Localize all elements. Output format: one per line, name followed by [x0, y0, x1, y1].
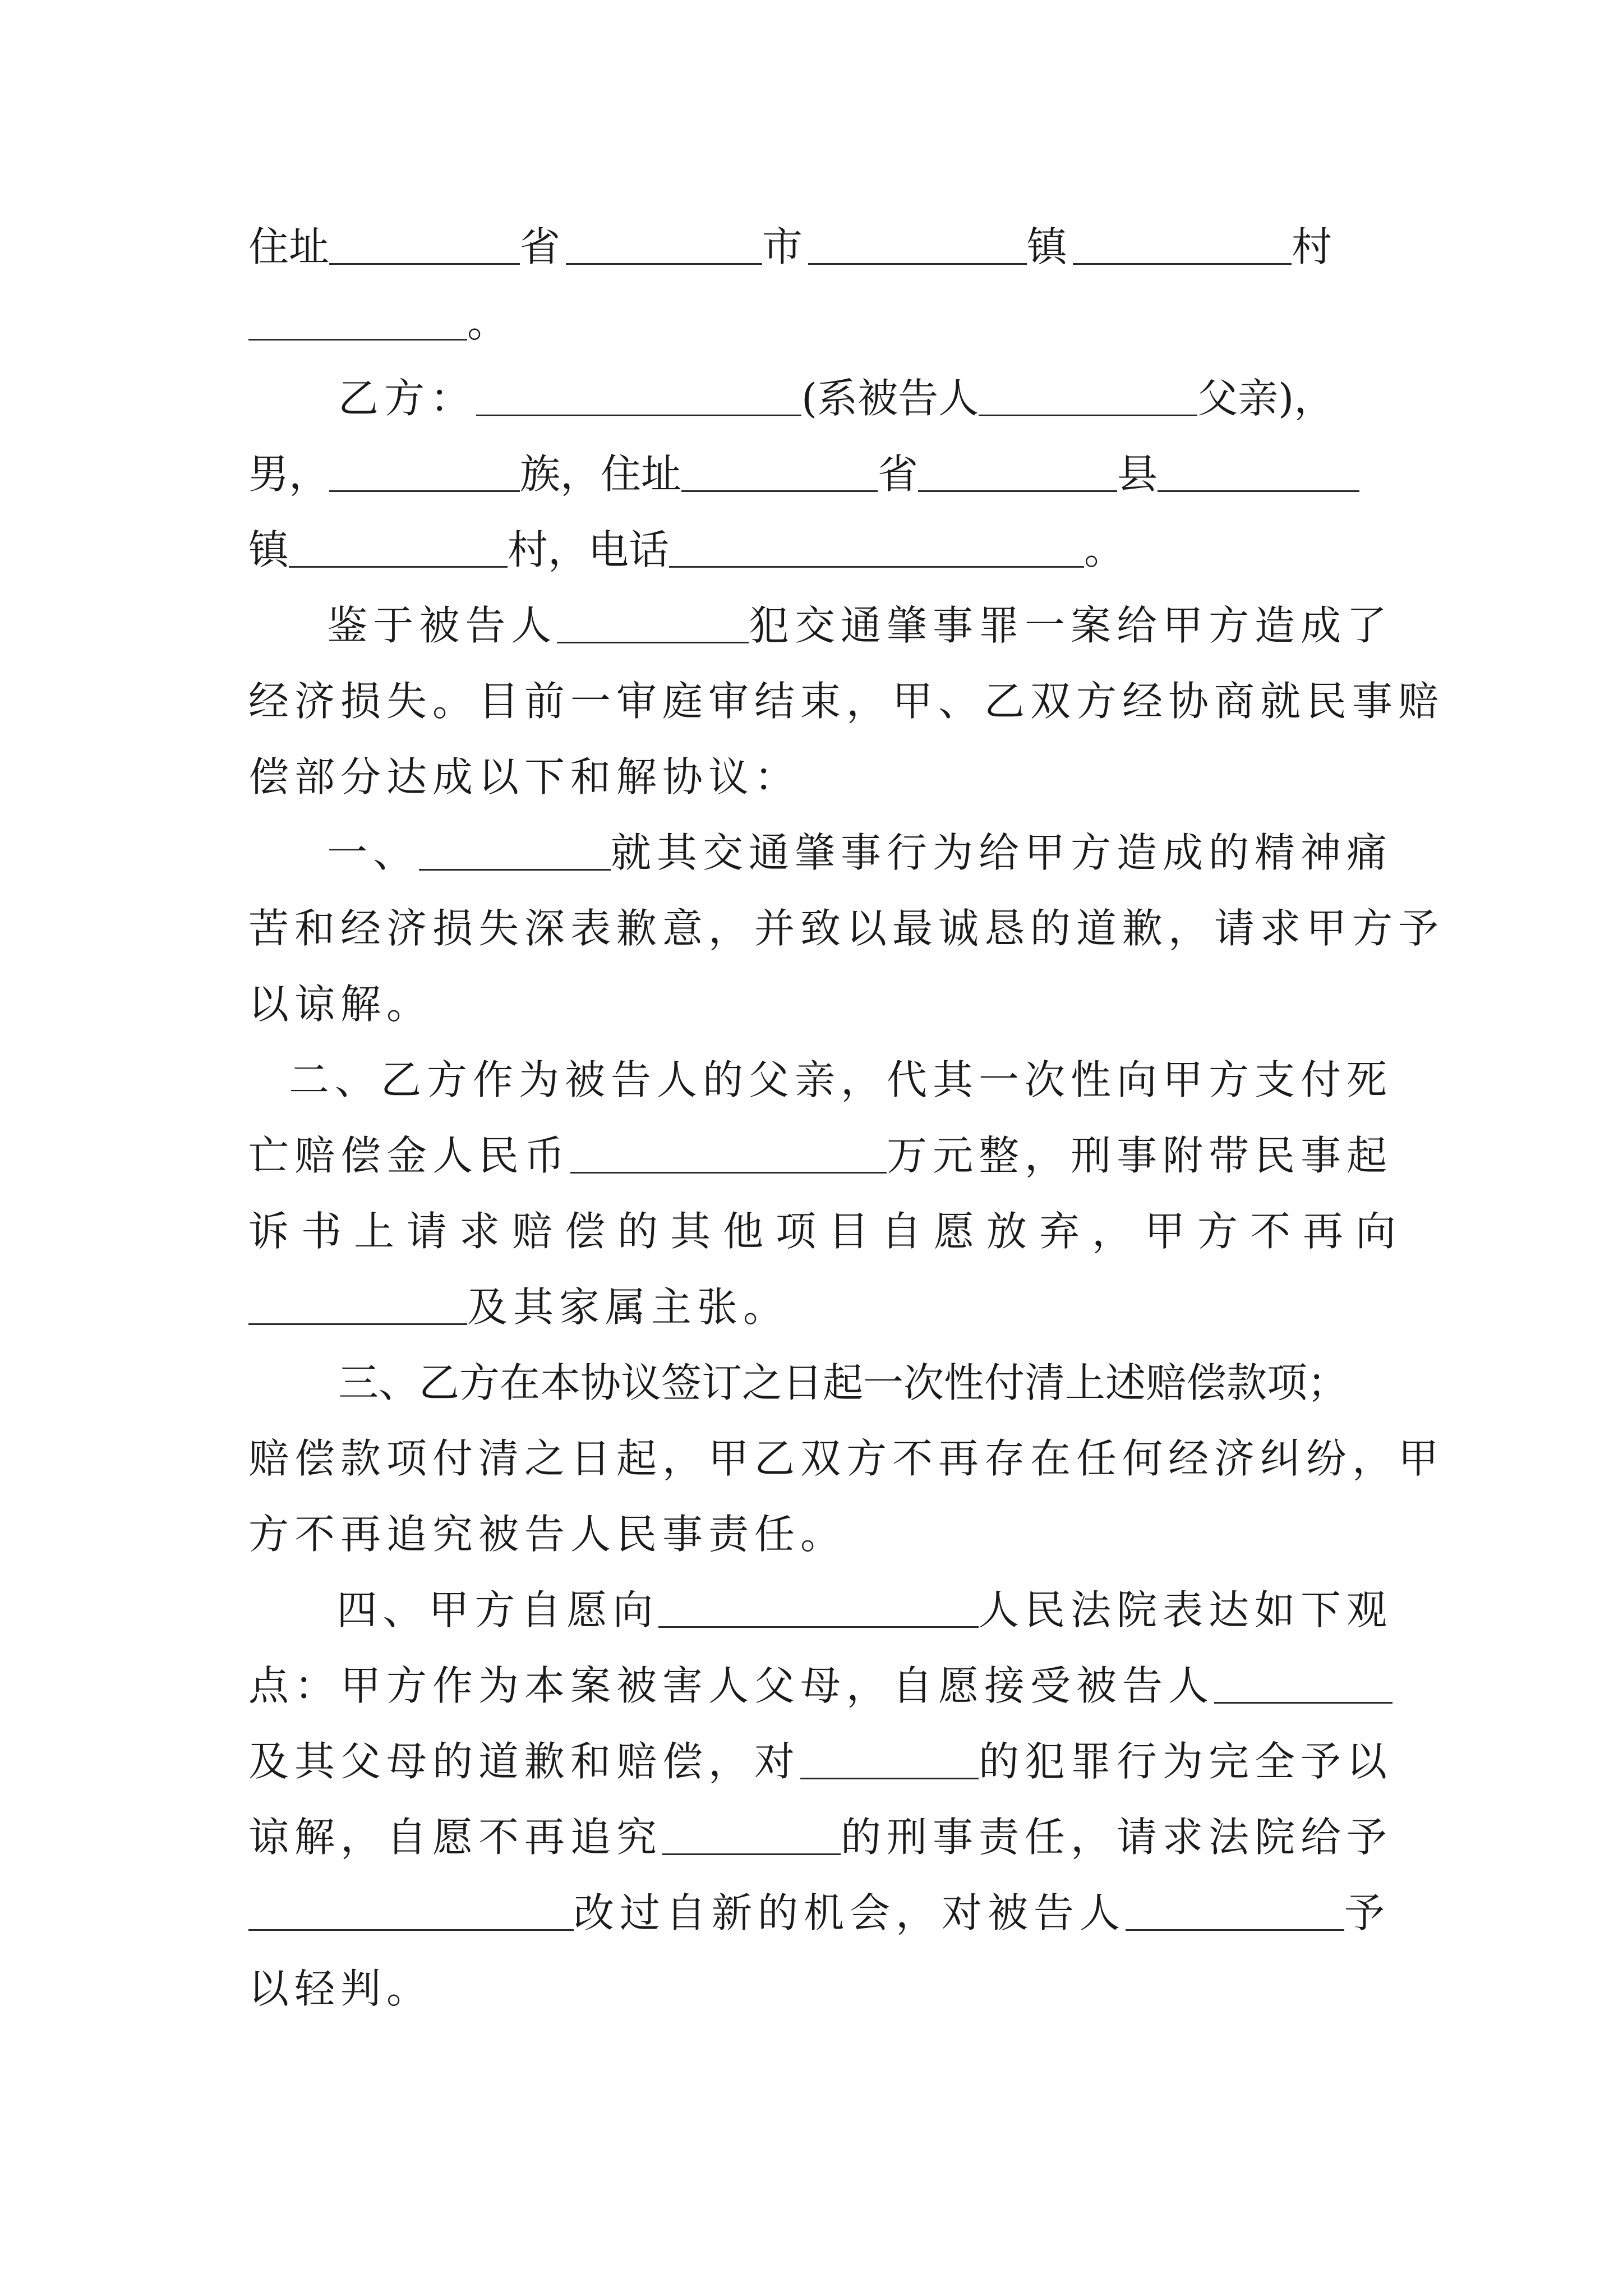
text-line: [248, 898, 1445, 959]
text-segment: 住址: [248, 223, 330, 270]
text-segment: 省: [520, 223, 561, 270]
text-line: [248, 1958, 1393, 2019]
text-segment: 的犯罪行为完全予以: [978, 1738, 1393, 1785]
text-segment: (系被告人: [801, 375, 979, 422]
text-segment: 赔偿款项付清之日起，甲乙双方不再存在任何经济纠纷，甲: [248, 1435, 1445, 1482]
text-line: [248, 1428, 1445, 1489]
blank-field: [329, 263, 520, 265]
text-line: [248, 292, 1393, 353]
text-line: [248, 1882, 1393, 1944]
text-segment: 二、乙方作为被告人的父亲，代其一次性向甲方支付死: [288, 1056, 1393, 1103]
blank-field: [557, 642, 749, 643]
text-segment: 及其父母的道歉和赔偿，对: [248, 1738, 801, 1785]
blank-field: [248, 339, 467, 341]
text-line: [248, 367, 1393, 429]
text-segment: 镇: [248, 526, 289, 573]
blank-field: [681, 490, 878, 492]
blank-field: [419, 869, 611, 871]
text-segment: 苦和经济损失深表歉意，并致以最诚恳的道歉，请求甲方予: [248, 905, 1445, 952]
text-segment: 点：甲方作为本案被害人父母，自愿接受被告人: [248, 1662, 1215, 1709]
text-segment: 。: [467, 299, 508, 346]
text-line: [248, 1352, 1393, 1414]
text-line: [248, 1049, 1393, 1111]
text-line: [248, 1503, 1393, 1565]
blank-field: [808, 263, 1027, 265]
text-segment: 四、甲方自愿向: [336, 1586, 659, 1634]
blank-field: [476, 415, 801, 416]
text-segment: 及其家属主张。: [467, 1283, 790, 1331]
text-segment: 乙方：: [338, 375, 477, 422]
blank-field: [329, 490, 520, 492]
text-line: [248, 519, 1393, 581]
text-segment: 村，电话: [508, 526, 670, 573]
text-line: [248, 443, 1393, 505]
blank-field: [248, 1929, 574, 1931]
text-segment: 镇: [1027, 223, 1068, 270]
blank-field: [1158, 490, 1359, 492]
text-line: [248, 1731, 1393, 1792]
text-segment: 父亲)，: [1197, 375, 1335, 422]
text-segment: 村: [1292, 223, 1332, 270]
text-segment: 省: [878, 450, 919, 498]
blank-field: [1126, 1929, 1344, 1931]
blank-field: [800, 1778, 979, 1779]
blank-field: [979, 415, 1197, 416]
text-segment: 改过自新的机会，对被告人: [574, 1889, 1126, 1936]
text-segment: 。: [1084, 526, 1125, 573]
text-segment: 经济损失。目前一审庭审结束，甲、乙双方经协商就民事赔: [248, 678, 1445, 725]
text-segment: 亡赔偿金人民币: [248, 1132, 571, 1179]
text-line: [248, 1579, 1393, 1641]
blank-field: [566, 263, 762, 265]
text-segment: 族，住址: [520, 450, 682, 498]
text-segment: 的刑事责任，请求法院给予: [840, 1814, 1393, 1861]
text-line: [248, 595, 1393, 656]
text-line: [248, 746, 1393, 808]
text-segment: 诉书上请求赔偿的其他项目自愿放弃，甲方不再向: [248, 1208, 1409, 1255]
text-segment: 人民法院表达如下观: [978, 1586, 1393, 1634]
blank-field: [918, 490, 1117, 492]
text-segment: 方不再追究被告人民事责任。: [248, 1511, 847, 1558]
text-segment: 男，: [248, 450, 330, 498]
blank-field: [570, 1172, 887, 1174]
text-segment: 犯交通肇事罪一案给甲方造成了: [748, 602, 1393, 649]
blank-field: [289, 566, 508, 568]
text-segment: 就其交通肇事行为给甲方造成的精神痛: [610, 829, 1393, 876]
text-line: [248, 216, 1393, 278]
blank-field: [662, 1853, 841, 1855]
text-line: [248, 1655, 1393, 1717]
text-segment: 万元整，刑事附带民事起: [886, 1132, 1393, 1179]
blank-field: [1073, 263, 1292, 265]
text-segment: 一、: [327, 829, 419, 876]
text-line: [248, 973, 1393, 1035]
text-segment: 以谅解。: [248, 981, 433, 1028]
text-segment: 县: [1117, 450, 1158, 498]
text-line: [248, 1200, 1409, 1262]
text-line: [248, 1806, 1393, 1868]
blank-field: [248, 1323, 467, 1325]
text-segment: 市: [762, 223, 803, 270]
blank-field: [669, 566, 1084, 568]
text-line: [248, 670, 1445, 732]
blank-field: [1214, 1702, 1393, 1704]
text-line: [248, 1276, 1393, 1338]
text-segment: 偿部分达成以下和解协议：: [248, 753, 801, 800]
text-segment: 谅解，自愿不再追究: [248, 1814, 663, 1861]
text-segment: 予: [1344, 1889, 1385, 1936]
blank-field: [658, 1626, 979, 1628]
text-segment: 以轻判。: [248, 1965, 433, 2012]
text-segment: 鉴于被告人: [327, 602, 557, 649]
text-line: [248, 1125, 1393, 1186]
text-segment: 三、乙方在本协议签订之日起一次性付清上述赔偿款项；: [338, 1359, 1348, 1406]
text-line: [248, 822, 1393, 884]
